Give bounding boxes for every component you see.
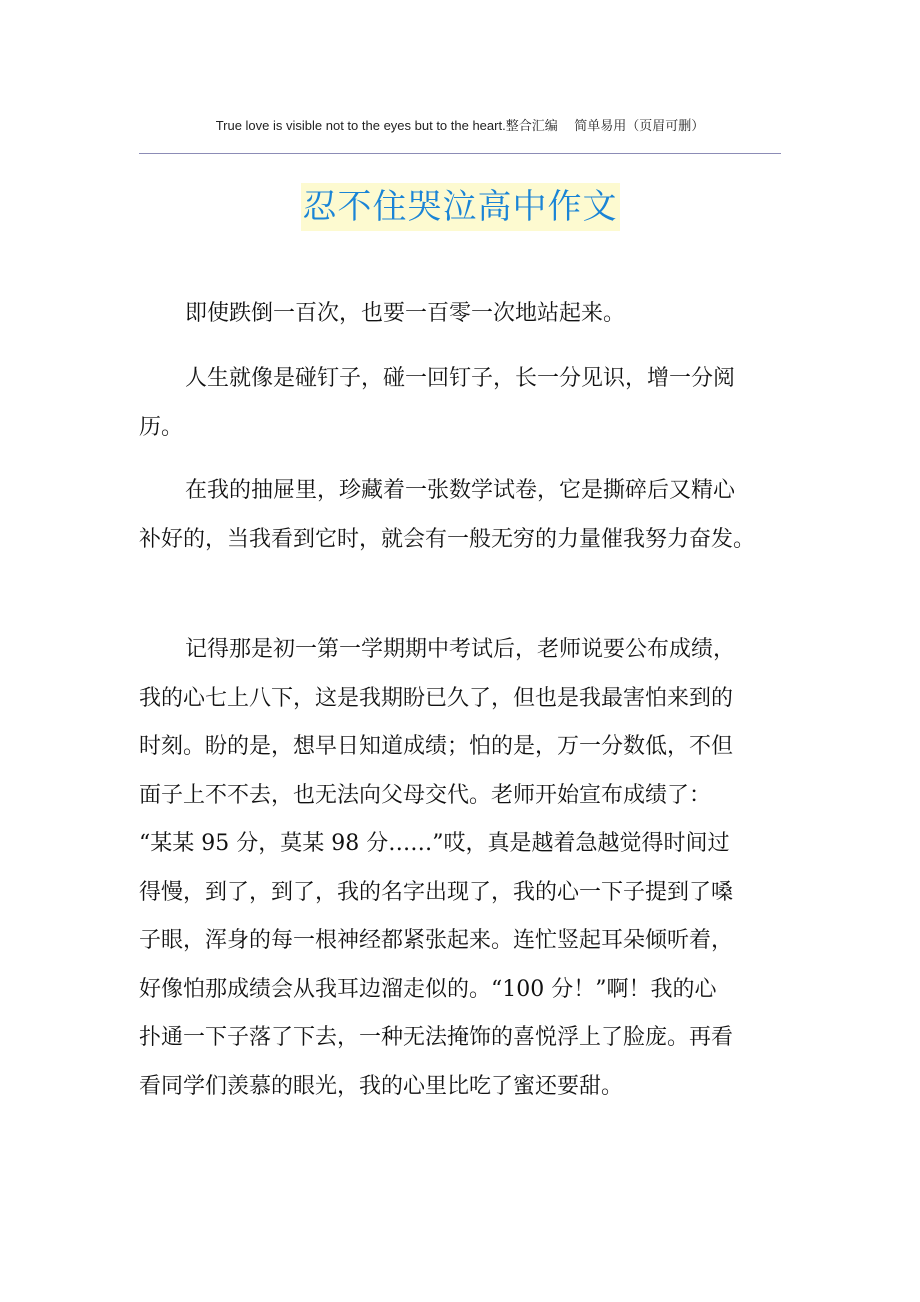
paragraph-4: [139, 626, 799, 1111]
paragraph-line: 扑通一下子落了下去，一种无法掩饰的喜悦浮上了脸庞。再看: [139, 1025, 734, 1050]
paragraph-2: [139, 355, 799, 452]
paragraph-1: [139, 290, 799, 339]
paragraph-line: 我的心七上八下，这是我期盼已久了，但也是我最害怕来到的: [139, 685, 734, 711]
paragraph-line: “某某 95 分，莫某 98 分……”哎，真是越着急越觉得时间过: [139, 831, 730, 856]
paragraph-line: 子眼，浑身的每一根神经都紧张起来。连忙竖起耳朵倾听着，: [139, 928, 734, 953]
title-container: [0, 183, 920, 231]
paragraph-line: 得慢，到了，到了，我的名字出现了，我的心一下子提到了嗓: [139, 879, 734, 905]
document-title: 忍不住哭泣高中作文: [301, 183, 620, 231]
paragraph-line: 在我的抽屉里，珍藏着一张数学试卷，它是撕碎后又精心: [185, 478, 736, 503]
paragraph-line: 记得那是初一第一学期期中考试后，老师说要公布成绩，: [185, 637, 736, 662]
header-divider: [139, 153, 781, 154]
paragraph-line: 面子上不不去，也无法向父母交代。老师开始宣布成绩了：: [139, 782, 712, 808]
paragraph-line: 人生就像是碰钉子，碰一回钉子，长一分见识，增一分阅: [185, 366, 736, 391]
paragraph-line: 时刻。盼的是，想早日知道成绩；怕的是，万一分数低，不但: [139, 734, 734, 759]
paragraph-line: 补好的，当我看到它时，就会有一般无穷的力量催我努力奋发。: [139, 526, 756, 552]
page-header-text: True love is visible not to the eyes but to the heart.整合汇编 简单易用（页眉可删）: [215, 118, 705, 133]
paragraph-line: 即使跌倒一百次，也要一百零一次地站起来。: [185, 301, 626, 326]
paragraph-line: 历。: [139, 414, 184, 440]
paragraph-line: 好像怕那成绩会从我耳边溜走似的。“100 分！”啊！我的心: [139, 976, 717, 1002]
paragraph-3: [139, 467, 799, 564]
paragraph-line: 看同学们羡慕的眼光，我的心里比吃了蜜还要甜。: [139, 1073, 624, 1099]
